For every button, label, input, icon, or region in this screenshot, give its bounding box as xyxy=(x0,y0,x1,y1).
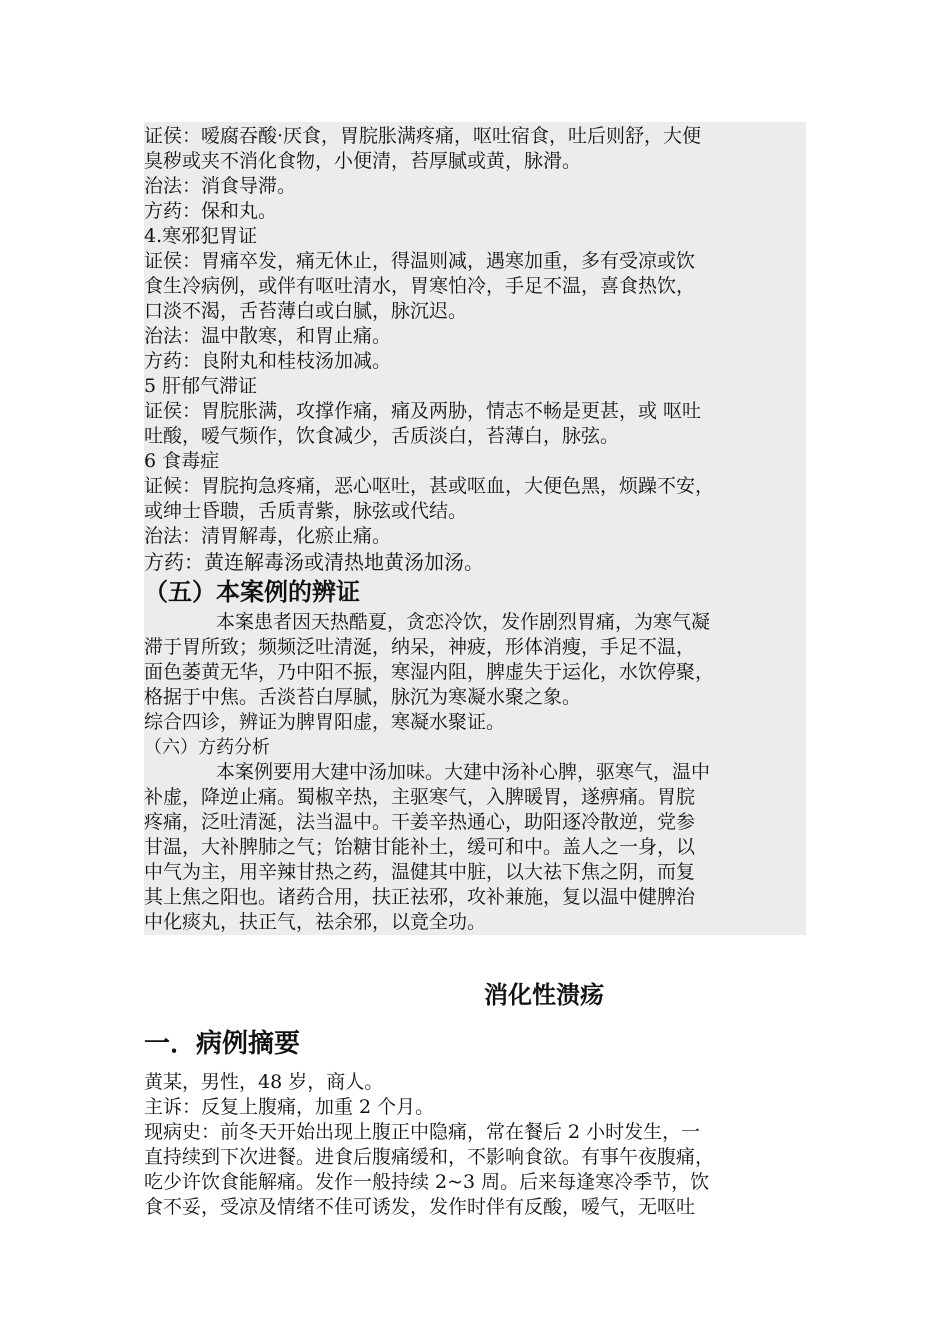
subheading-food-poison: 6 食毒症 xyxy=(144,450,220,472)
text-line: 方药：保和丸。 xyxy=(144,200,278,222)
text-line: 证侯：胃脘胀满，攻撑作痛，痛及两胁，情志不畅是更甚，或 呕吐 xyxy=(144,400,702,422)
text-line: 口淡不渴，舌苔薄白或白腻，脉沉迟。 xyxy=(144,300,468,322)
text-line: 方药：黄连解毒汤或清热地黄汤加汤。 xyxy=(144,550,484,574)
section-heading: 一．病例摘要 xyxy=(144,1029,301,1059)
text-line: 中化痰丸，扶正气，祛余邪，以竟全功。 xyxy=(144,911,487,933)
text-line: 吐酸，嗳气频作，饮食减少，舌质淡白，苔薄白，脉弦。 xyxy=(144,425,620,447)
text-line: 格据于中焦。舌淡苔白厚腻，脉沉为寒凝水聚之象。 xyxy=(144,686,582,708)
text-line: 主诉：反复上腹痛，加重 2 个月。 xyxy=(144,1096,435,1118)
text-line: 面色萎黄无华，乃中阳不振，寒湿内阻，脾虚失于运化，水饮停聚， xyxy=(144,661,715,683)
text-line: 食不妥，受凉及情绪不佳可诱发，发作时伴有反酸，嗳气，无呕吐 xyxy=(144,1196,696,1218)
text-line: 臭秽或夹不消化食物，小便清，苔厚腻或黄，脉滑。 xyxy=(144,150,582,172)
text-line: 现病史：前冬天开始出现上腹正中隐痛，常在餐后 2 小时发生，一 xyxy=(144,1121,701,1143)
text-line: 中气为主，用辛辣甘热之药，温健其中脏，以大祛下焦之阴，而复 xyxy=(144,861,696,883)
chapter-title: 消化性溃疡 xyxy=(484,981,604,1009)
text-line: 方药：良附丸和桂枝汤加减。 xyxy=(144,350,392,372)
text-line: 本案例要用大建中汤加味。大建中汤补心脾，驱寒气，温中 xyxy=(216,761,711,783)
shaded-text-block xyxy=(144,122,806,935)
text-line: 证候：胃脘拘急疼痛，恶心呕吐，甚或呕血，大便色黑，烦躁不安， xyxy=(144,475,715,497)
text-line: 证侯：嗳腐吞酸·厌食，胃脘胀满疼痛，呕吐宿食，吐后则舒，大便 xyxy=(144,125,702,147)
text-line: 治法：温中散寒，和胃止痛。 xyxy=(144,325,392,347)
text-line: 补虚，降逆止痛。蜀椒辛热，主驱寒气，入脾暖胃，遂痹痛。胃脘 xyxy=(144,786,696,808)
text-line: 滞于胃所致；频频泛吐清涎，纳呆，神疲，形体消瘦，手足不温， xyxy=(144,636,696,658)
case-heading: （五）本案例的辨证 xyxy=(144,578,360,606)
text-line: 治法：清胃解毒，化瘀止痛。 xyxy=(144,525,392,547)
text-line: 治法：消食导滞。 xyxy=(144,175,297,197)
text-line: 直持续到下次进餐。进食后腹痛缓和，不影响食欲。有事午夜腹痛， xyxy=(144,1146,715,1168)
text-line: 食生冷病例，或伴有呕吐清水，胃寒怕冷，手足不温，喜食热饮， xyxy=(144,275,696,297)
text-line: 吃少许饮食能解痛。发作一般持续 2~3 周。后来每逢寒冷季节，饮 xyxy=(144,1171,710,1193)
text-line: 证侯：胃痛卒发，痛无休止，得温则减，遇寒加重，多有受凉或饮 xyxy=(144,250,696,272)
text-line: 黄某，男性，48 岁，商人。 xyxy=(144,1071,384,1093)
text-line: 甘温，大补脾肺之气；饴糖甘能补土，缓可和中。盖人之一身，以 xyxy=(144,836,696,858)
text-line: 综合四诊，辨证为脾胃阳虚，寒凝水聚证。 xyxy=(144,711,506,733)
text-line: 其上焦之阳也。诸药合用，扶正祛邪，攻补兼施，复以温中健脾治 xyxy=(144,886,696,908)
subheading-liver-qi: 5 肝郁气滞证 xyxy=(144,375,258,397)
subheading-cold-evil: 4.寒邪犯胃证 xyxy=(144,225,258,247)
text-line: 疼痛，泛吐清涎，法当温中。干姜辛热通心，助阳逐冷散逆，党参 xyxy=(144,811,696,833)
analysis-heading: （六）方药分析 xyxy=(144,737,270,758)
text-line: 或绅士昏聩，舌质青紫，脉弦或代结。 xyxy=(144,500,468,522)
case-summary-block xyxy=(144,1070,806,1220)
text-line: 本案患者因天热酷夏，贪恋冷饮，发作剧烈胃痛，为寒气凝 xyxy=(216,611,711,633)
